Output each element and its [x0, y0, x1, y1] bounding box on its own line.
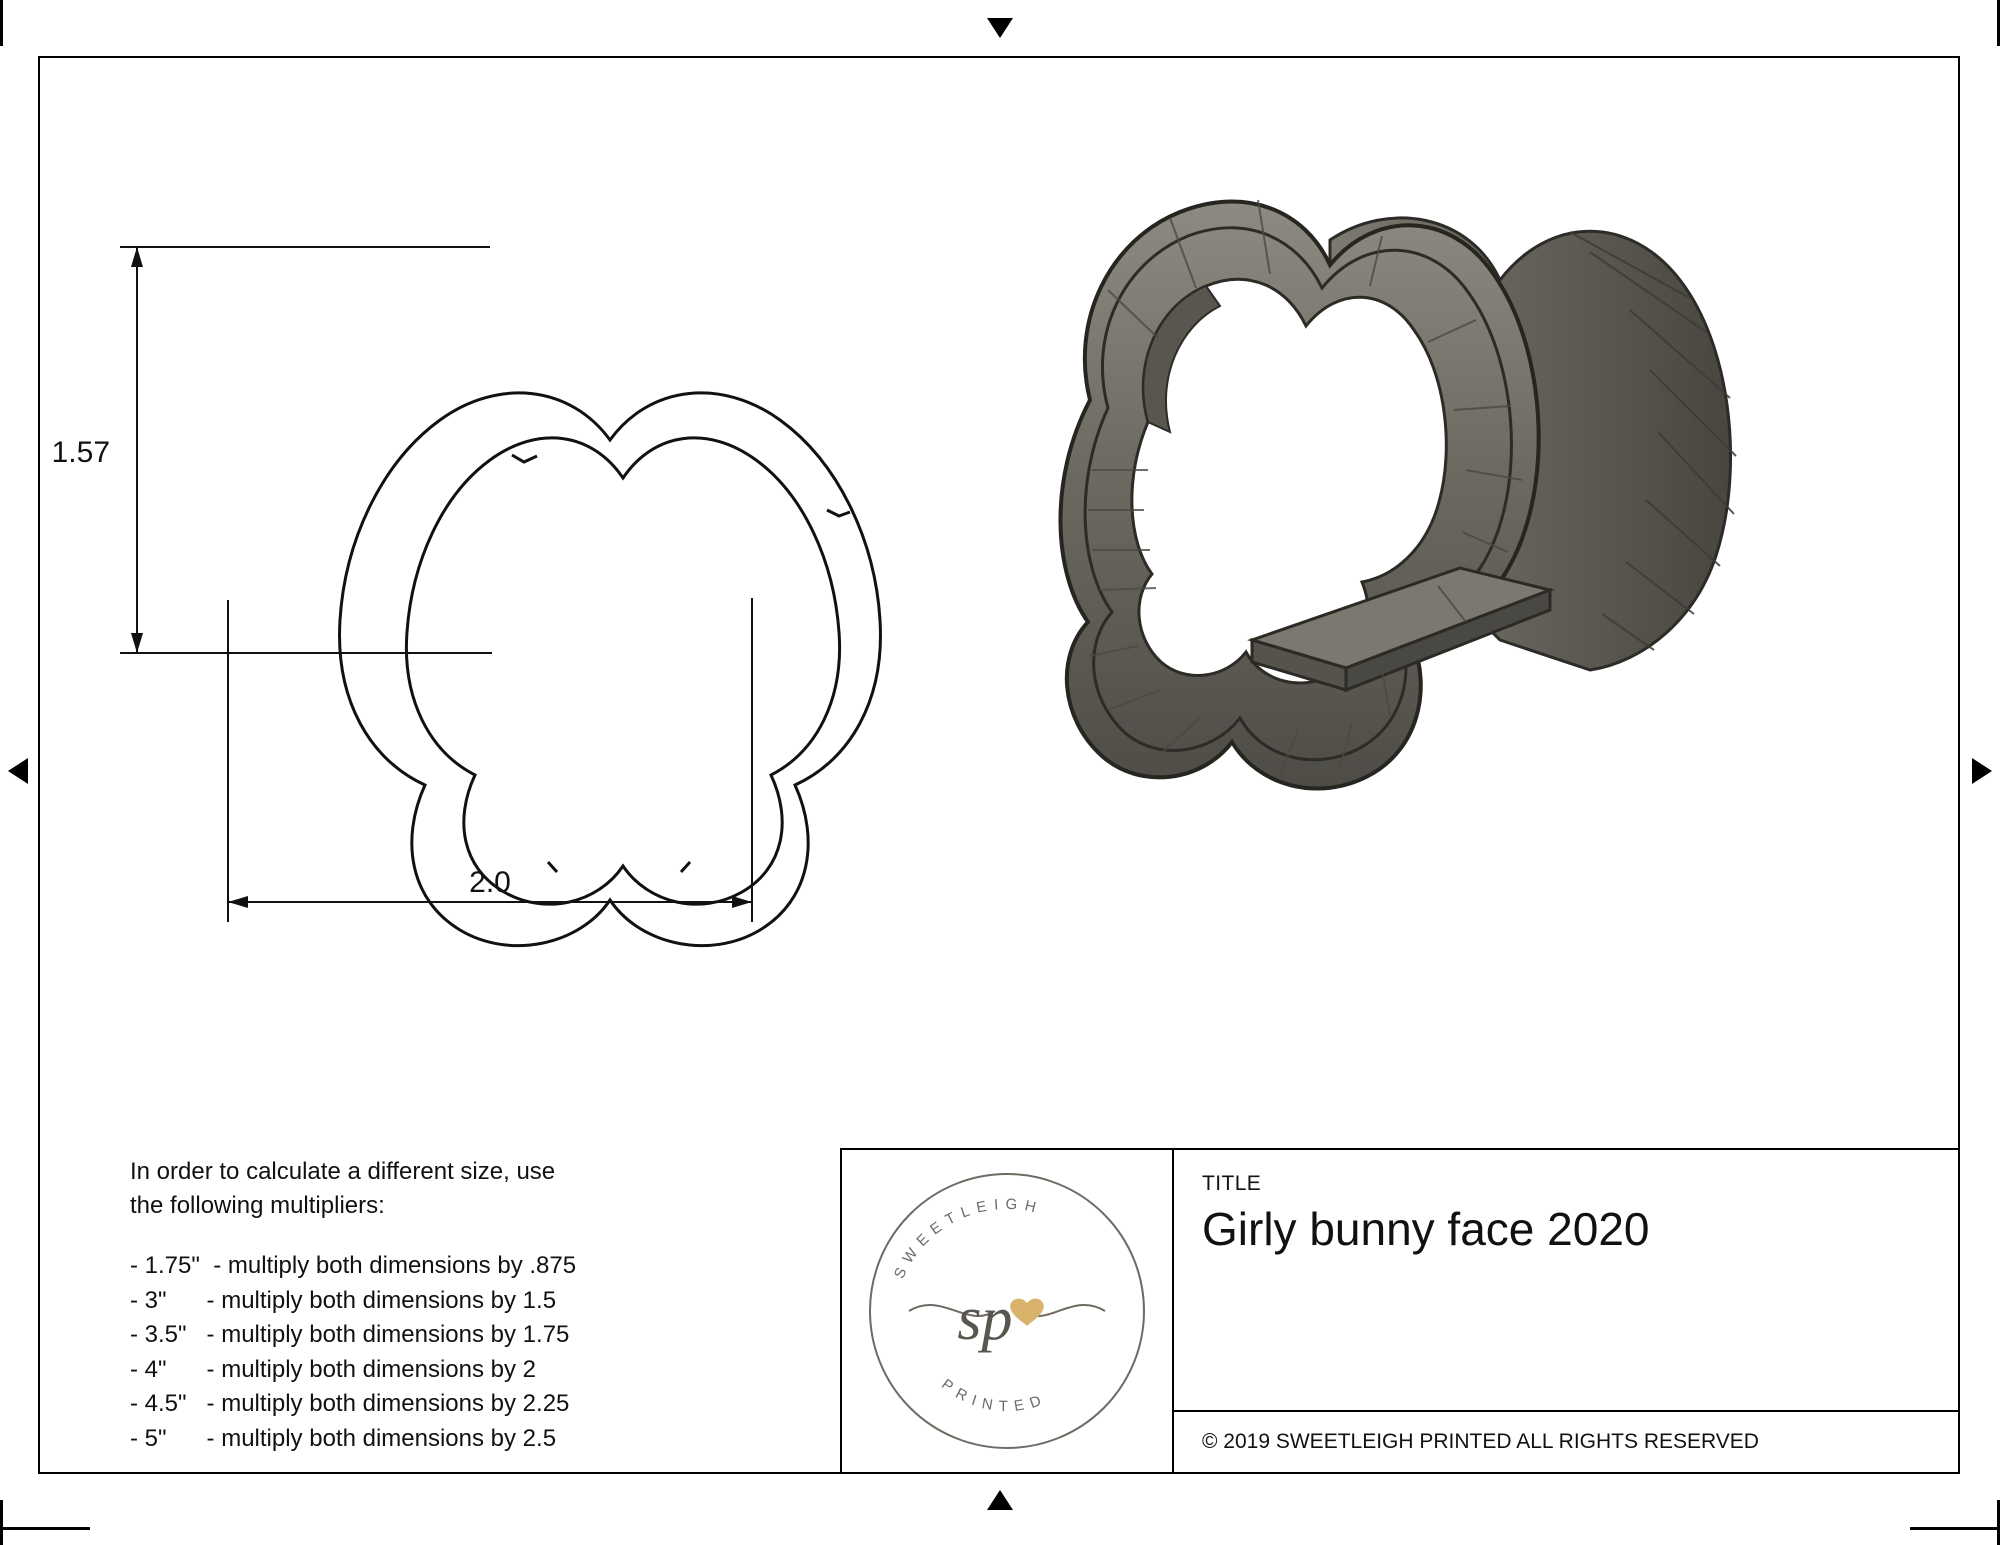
multiplier-row: - 3" - multiply both dimensions by 1.5 [130, 1286, 557, 1314]
multiplier-notes [130, 1155, 730, 1456]
corner-tick-bottom-right-h [1910, 1527, 2000, 1530]
copyright-text: © 2019 SWEETLEIGH PRINTED ALL RIGHTS RESERVED [1174, 1410, 1958, 1472]
dim-arrow-up-icon [131, 247, 143, 267]
title-block [840, 1148, 1960, 1474]
center-mark-right-icon [1972, 758, 1992, 784]
multiplier-row: - 4.5" - multiply both dimensions by 2.25 [130, 1390, 570, 1417]
dimension-width-label: 2.0 [469, 866, 511, 899]
logo-heart-icon [1010, 1299, 1043, 1326]
outline-inner-path [406, 438, 839, 904]
title-area [1174, 1150, 1958, 1410]
logo-bottom-arc-text: PRINTED [938, 1375, 1050, 1416]
dim-arrow-left-icon [228, 896, 248, 908]
title-block-right [1174, 1150, 1958, 1472]
sweetleigh-printed-logo [857, 1161, 1157, 1461]
logo-top-arc-text: SWEETLEIGH [890, 1195, 1045, 1282]
multiplier-row: - 3.5" - multiply both dimensions by 1.75 [130, 1321, 570, 1348]
iso-cutter-view [1030, 170, 1760, 890]
notes-intro-line1: In order to calculate a different size, use [130, 1158, 556, 1185]
center-mark-left-icon [8, 758, 28, 784]
corner-tick-bottom-left [0, 1500, 3, 1545]
notes-intro-line2: the following multipliers: [130, 1192, 385, 1219]
flat-outline-view [51, 200, 1060, 1020]
multiplier-row: - 5" - multiply both dimensions by 2.5 [130, 1424, 557, 1452]
corner-tick-top-left [0, 0, 3, 46]
center-mark-top-icon [987, 18, 1013, 38]
logo-monogram: sp [957, 1285, 1013, 1353]
logo-cell [842, 1150, 1174, 1472]
dim-arrow-down-icon [131, 633, 143, 653]
title-value: Girly bunny face 2020 [1202, 1203, 1650, 1255]
multiplier-row: - 1.75" - multiply both dimensions by .875 [130, 1252, 577, 1279]
multiplier-row: - 4" - multiply both dimensions by 2 [130, 1355, 537, 1383]
center-mark-bottom-icon [987, 1490, 1013, 1510]
title-label: TITLE [1202, 1172, 1262, 1195]
corner-tick-bottom-left-h [0, 1527, 90, 1530]
dimension-height-label: 1.57 [51, 436, 110, 469]
